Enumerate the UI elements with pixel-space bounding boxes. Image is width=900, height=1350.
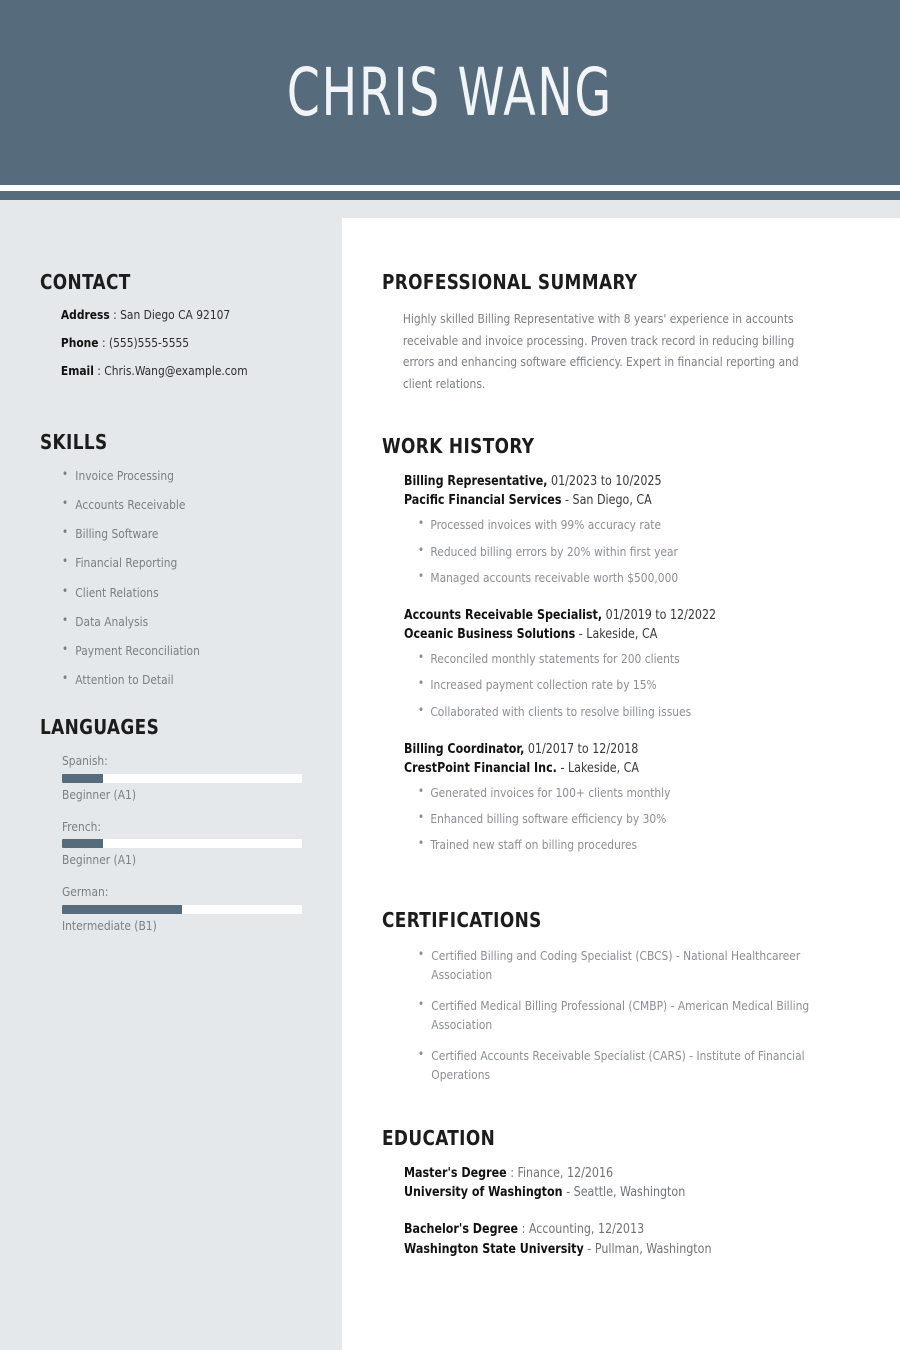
contact-row-phone	[40, 335, 297, 350]
job-company-line	[404, 759, 839, 778]
job-role: Billing Coordinator,	[404, 741, 525, 757]
language-name: French:	[62, 818, 102, 834]
education-school: University of Washington	[404, 1185, 563, 1201]
language-progress-fill	[62, 839, 103, 848]
education-school-line	[404, 1183, 839, 1202]
list-item: • Certified Accounts Receivable Specialist (CARS) - Institute of Financial Operations	[418, 1046, 846, 1085]
certifications-heading: CERTIFICATIONS	[382, 908, 542, 932]
summary-text: Highly skilled Billing Representative with 8 years' experience in accounts receivable and invoice processing. Proven track record in reducing billing errors and enhancing software efficiency. Expert in financial reporting and client relations.	[402, 311, 799, 391]
sidebar-top-notch	[342, 200, 900, 218]
job-title-line	[404, 740, 839, 759]
work-history-heading: WORK HISTORY	[382, 434, 535, 458]
list-item: • Reduced billing errors by 20% within first year	[418, 543, 840, 561]
list-item: • Attention to Detail	[62, 671, 298, 689]
language-item-french	[40, 818, 310, 871]
job-location: San Diego, CA	[572, 493, 652, 509]
education-location: Seattle, Washington	[573, 1185, 686, 1201]
list-item: • Processed invoices with 99% accuracy rate	[418, 516, 840, 534]
education-field: Finance, 12/2016	[517, 1166, 614, 1181]
job-title-line	[404, 472, 839, 491]
language-name: German:	[62, 884, 109, 899]
list-item: • Certified Medical Billing Professional (CMBP) - American Medical Billing Association	[418, 996, 846, 1035]
job-company-line	[404, 625, 839, 644]
certifications-list	[382, 946, 862, 1084]
skills-list	[40, 467, 310, 689]
language-progress-track	[62, 774, 302, 783]
education-entry	[382, 1164, 862, 1202]
list-item: • Collaborated with clients to resolve billing issues	[418, 703, 840, 721]
job-location: Lakeside, CA	[586, 627, 658, 643]
job-dates: 01/2017 to 12/2018	[527, 741, 639, 757]
education-dash: -	[566, 1185, 571, 1201]
summary-heading: PROFESSIONAL SUMMARY	[382, 270, 638, 294]
job-company: Oceanic Business Solutions	[404, 627, 576, 643]
job-role: Billing Representative,	[404, 474, 548, 489]
education-dash: -	[587, 1241, 592, 1257]
education-section	[382, 1126, 862, 1259]
job-dash: -	[564, 493, 570, 509]
contact-row-address	[40, 307, 297, 322]
job-bullet-list	[404, 650, 862, 720]
contact-label-address: Address	[60, 307, 110, 322]
education-sep: :	[510, 1166, 514, 1181]
job-company-line	[404, 491, 839, 510]
languages-heading: LANGUAGES	[40, 715, 160, 739]
education-degree-line	[404, 1220, 839, 1239]
language-progress-track	[62, 839, 302, 848]
job-company: CrestPoint Financial Inc.	[404, 760, 557, 776]
list-item: • Increased payment collection rate by 15%	[418, 676, 840, 694]
list-item: • Generated invoices for 100+ clients monthly	[418, 784, 840, 802]
languages-section	[40, 715, 310, 949]
job-company: Pacific Financial Services	[404, 493, 562, 509]
education-field: Accounting, 12/2013	[528, 1222, 645, 1238]
list-item: • Data Analysis	[62, 613, 298, 631]
summary-section	[382, 270, 862, 394]
contact-value-phone: (555)555-5555	[108, 335, 190, 350]
contact-value-address: San Diego CA 92107	[120, 307, 231, 322]
education-heading: EDUCATION	[382, 1126, 496, 1150]
education-school-line	[404, 1240, 839, 1259]
language-name: Spanish:	[62, 753, 108, 768]
resume-header	[0, 0, 900, 185]
list-item: • Invoice Processing	[62, 467, 298, 485]
language-level: Beginner (A1)	[62, 786, 137, 802]
job-dash: -	[578, 627, 583, 643]
education-degree: Master's Degree	[404, 1166, 507, 1181]
header-rule	[0, 191, 900, 200]
language-level: Intermediate (B1)	[62, 917, 157, 933]
job-entry	[382, 740, 862, 855]
language-item-spanish	[40, 752, 310, 805]
job-dates: 01/2023 to 10/2025	[551, 474, 662, 489]
education-degree: Bachelor's Degree	[404, 1222, 519, 1238]
list-item: • Managed accounts receivable worth $500,000	[418, 569, 840, 587]
education-location: Pullman, Washington	[594, 1241, 712, 1257]
list-item: • Billing Software	[62, 525, 298, 543]
job-title-line	[404, 606, 839, 625]
contact-section	[40, 270, 310, 391]
job-dates: 01/2019 to 12/2022	[605, 607, 717, 623]
candidate-name: CHRIS WANG	[286, 53, 614, 131]
job-entry	[382, 606, 862, 721]
contact-sep-phone: :	[101, 335, 106, 350]
job-bullet-list	[404, 784, 862, 854]
list-item: • Client Relations	[62, 584, 298, 602]
job-entry	[382, 472, 862, 587]
contact-value-email: Chris.Wang@example.com	[104, 363, 248, 378]
list-item: • Trained new staff on billing procedures	[418, 836, 840, 854]
contact-sep-address: :	[113, 307, 117, 322]
contact-sep-email: :	[97, 363, 101, 378]
skills-heading: SKILLS	[40, 430, 108, 454]
job-dash: -	[560, 760, 565, 776]
list-item: • Enhanced billing software efficiency by 30%	[418, 810, 840, 828]
list-item: • Financial Reporting	[62, 554, 298, 572]
job-role: Accounts Receivable Specialist,	[404, 607, 603, 623]
education-degree-line	[404, 1164, 839, 1183]
language-item-german	[40, 883, 310, 936]
contact-row-email	[40, 363, 297, 378]
contact-heading: CONTACT	[40, 270, 131, 294]
list-item: • Accounts Receivable	[62, 496, 298, 514]
education-school: Washington State University	[404, 1241, 584, 1257]
education-entry	[382, 1220, 862, 1258]
list-item: • Certified Billing and Coding Specialist (CBCS) - National Healthcareer Association	[418, 946, 846, 985]
list-item: • Payment Reconciliation	[62, 642, 298, 660]
skills-section	[40, 430, 310, 700]
language-progress-fill	[62, 774, 103, 783]
job-location: Lakeside, CA	[567, 760, 640, 776]
list-item: • Reconciled monthly statements for 200 clients	[418, 650, 840, 668]
language-level: Beginner (A1)	[62, 852, 137, 868]
education-sep: :	[521, 1222, 526, 1238]
language-progress-track	[62, 905, 302, 914]
contact-label-phone: Phone	[60, 335, 99, 350]
job-bullet-list	[404, 516, 862, 586]
language-progress-fill	[62, 905, 182, 914]
work-history-section	[382, 434, 862, 863]
contact-label-email: Email	[60, 363, 94, 378]
certifications-section	[382, 908, 862, 1095]
